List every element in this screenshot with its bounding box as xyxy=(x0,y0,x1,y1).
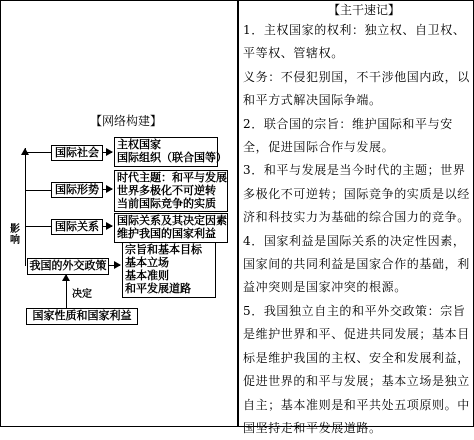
arrow-relations xyxy=(106,222,113,230)
node-intl-relations-label: 国际关系 xyxy=(55,220,99,233)
detail-relations xyxy=(114,213,228,243)
detail-policy-0: 宗旨和基本目标 xyxy=(125,243,202,256)
notes-header: 【主干速记】 xyxy=(328,3,401,17)
node-intl-relations xyxy=(51,219,103,235)
branch-situation xyxy=(25,190,51,191)
node-intl-society-label: 国际社会 xyxy=(55,146,99,159)
decide-label: 决定 xyxy=(72,289,92,300)
detail-relations-1: 维护我国的国家利益 xyxy=(117,227,216,240)
detail-situation-0: 时代主题：和平与发展 xyxy=(117,171,227,184)
node-intl-society xyxy=(51,145,103,161)
note-paragraph-5: 4．国家利益是国际关系的决定性因素，国家间的共同利益是国家合作的基础，利益冲突则是国家冲突的根源。 xyxy=(243,233,470,295)
detail-relations-0: 国际关系及其决定因素 xyxy=(117,214,227,227)
detail-policy-3: 和平发展道路 xyxy=(125,282,191,295)
arrow-policy xyxy=(114,261,121,269)
decide-arrow xyxy=(62,274,70,281)
detail-society-1: 国际组织（联合国等） xyxy=(117,151,227,164)
note-paragraph-2: 义务：不侵犯别国，不干涉他国内政，以和平方式解决国际争端。 xyxy=(243,69,470,108)
notes-body xyxy=(243,19,471,440)
column-divider xyxy=(237,0,239,427)
detail-policy xyxy=(122,242,216,298)
node-foreign-policy xyxy=(27,258,109,275)
detail-policy-1: 基本立场 xyxy=(125,256,169,269)
note-paragraph-4: 3．和平与发展是当今时代的主题；世界多极化不可逆转；国际竞争的实质是以经济和科技实力为基础的综合国力的竞争。 xyxy=(243,163,470,225)
influence-arrow xyxy=(21,148,29,155)
influence-label: 影响 xyxy=(10,224,20,246)
detail-society-0: 主权国家 xyxy=(117,138,161,151)
note-paragraph-1: 1．主权国家的权利：独立权、自卫权、平等权、管辖权。 xyxy=(243,23,466,61)
node-national-nature xyxy=(26,308,138,325)
arrow-situation xyxy=(106,185,113,193)
detail-situation xyxy=(114,170,228,212)
trunk-tail xyxy=(25,258,26,266)
network-header: 【网络构建】 xyxy=(90,114,163,128)
note-paragraph-3: 2．联合国的宗旨：维护国际和平与安全，促进国际合作与发展。 xyxy=(243,116,453,155)
node-intl-situation-label: 国际形势 xyxy=(55,183,99,196)
detail-policy-2: 基本准则 xyxy=(125,269,169,282)
detail-society xyxy=(114,137,227,167)
detail-situation-2: 当前国际竞争的实质 xyxy=(117,197,216,210)
node-national-nature-label: 国家性质和国家利益 xyxy=(32,309,132,322)
node-foreign-policy-label: 我国的外交政策 xyxy=(29,259,107,272)
node-intl-situation xyxy=(51,182,103,198)
trunk-line xyxy=(25,148,26,258)
note-paragraph-6: 5．我国独立自主的和平外交政策：宗旨是维护世界和平、促进共同发展；基本目标是维护我国的主权、安全和发展利益，促进世界的和平与发展；基本立场是独立自主；基本准则是和平共处五项原则。中国坚持走和平发展道路。 xyxy=(243,303,470,435)
detail-situation-1: 世界多极化不可逆转 xyxy=(117,184,216,197)
branch-relations xyxy=(25,226,51,227)
arrow-society xyxy=(106,148,113,156)
